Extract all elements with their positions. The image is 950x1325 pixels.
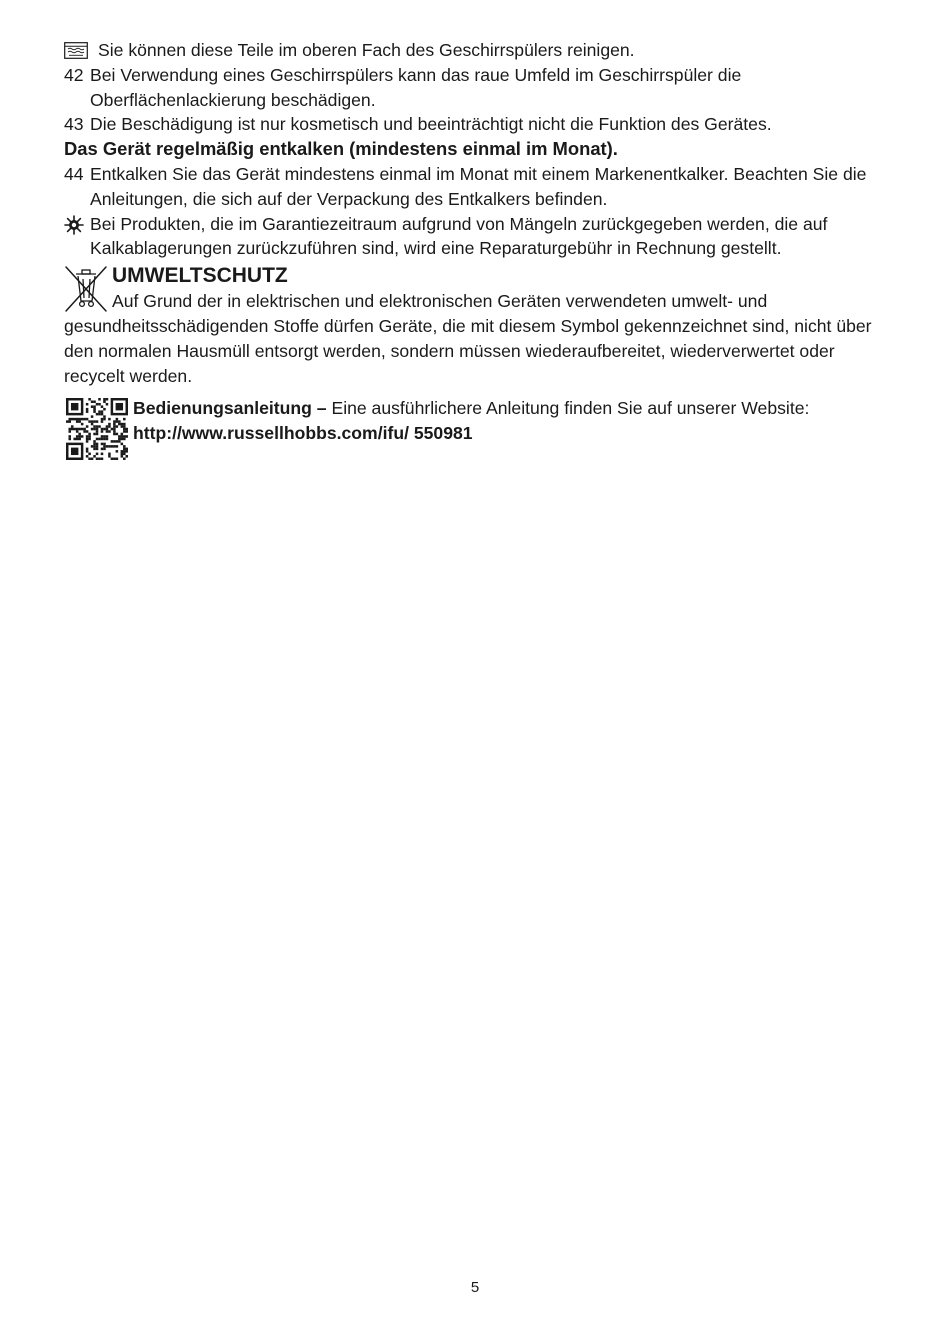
manual-text: Eine ausführlichere Anleitung finden Sie auf unserer Website:	[331, 398, 810, 419]
item-number: 42	[64, 64, 84, 85]
list-item-42	[64, 63, 894, 113]
manual-label: Bedienungsanleitung	[133, 398, 312, 419]
page-content	[64, 38, 894, 466]
dishwasher-note	[64, 38, 894, 63]
descale-heading: Das Gerät regelmäßig entkalken (mindestens einmal im Monat).	[64, 138, 618, 160]
crossed-bin-icon	[64, 265, 108, 320]
list-item-43	[64, 112, 894, 137]
warranty-note	[64, 212, 894, 262]
manual-section	[64, 396, 894, 466]
item-number: 43	[64, 114, 84, 135]
dishwasher-note-text: Sie können diese Teile im oberen Fach des Geschirrspülers reinigen.	[98, 40, 635, 60]
warranty-note-text: Bei Produkten, die im Garantiezeitraum aufgrund von Mängeln zurückgegeben werden, die auf Kalkablagerungen zurückzuführen sind, wird eine Reparaturgebühr in Rechnung gestellt.	[90, 213, 828, 259]
environment-text: Auf Grund der in elektrischen und elektronischen Geräten verwendeten umwelt- und gesundheitsschädigenden Stoffe dürfen Geräte, die mit diesem Symbol gekennzeichnet sind, nicht über den normalen Hausmüll entsorgt werden, sondern müssen wiederaufbereitet, wiederverwertet oder recycelt werden.	[64, 291, 872, 386]
manual-dash: –	[311, 398, 332, 419]
item-text: Die Beschädigung ist nur kosmetisch und beeinträchtigt nicht die Funktion des Gerätes.	[90, 114, 772, 135]
limescale-icon	[64, 215, 90, 242]
list-item-44	[64, 162, 894, 212]
page-number: 5	[470, 1279, 480, 1296]
manual-url[interactable]: http://www.russellhobbs.com/ifu/ 550981	[133, 423, 473, 444]
item-text: Entkalken Sie das Gerät mindestens einmal im Monat mit einem Markenentkalker. Beachten Sie die Anleitungen, die sich auf der Verpackung des Entkalkers befinden.	[90, 163, 867, 209]
item-text: Bei Verwendung eines Geschirrspülers kann das raue Umfeld im Geschirrspüler die Oberflächenlackierung beschädigen.	[90, 64, 742, 110]
qr-code-icon	[66, 398, 128, 467]
environment-section	[64, 263, 894, 388]
manual-info	[64, 396, 894, 446]
environment-heading: UMWELTSCHUTZ	[112, 264, 288, 288]
item-number: 44	[64, 163, 84, 184]
